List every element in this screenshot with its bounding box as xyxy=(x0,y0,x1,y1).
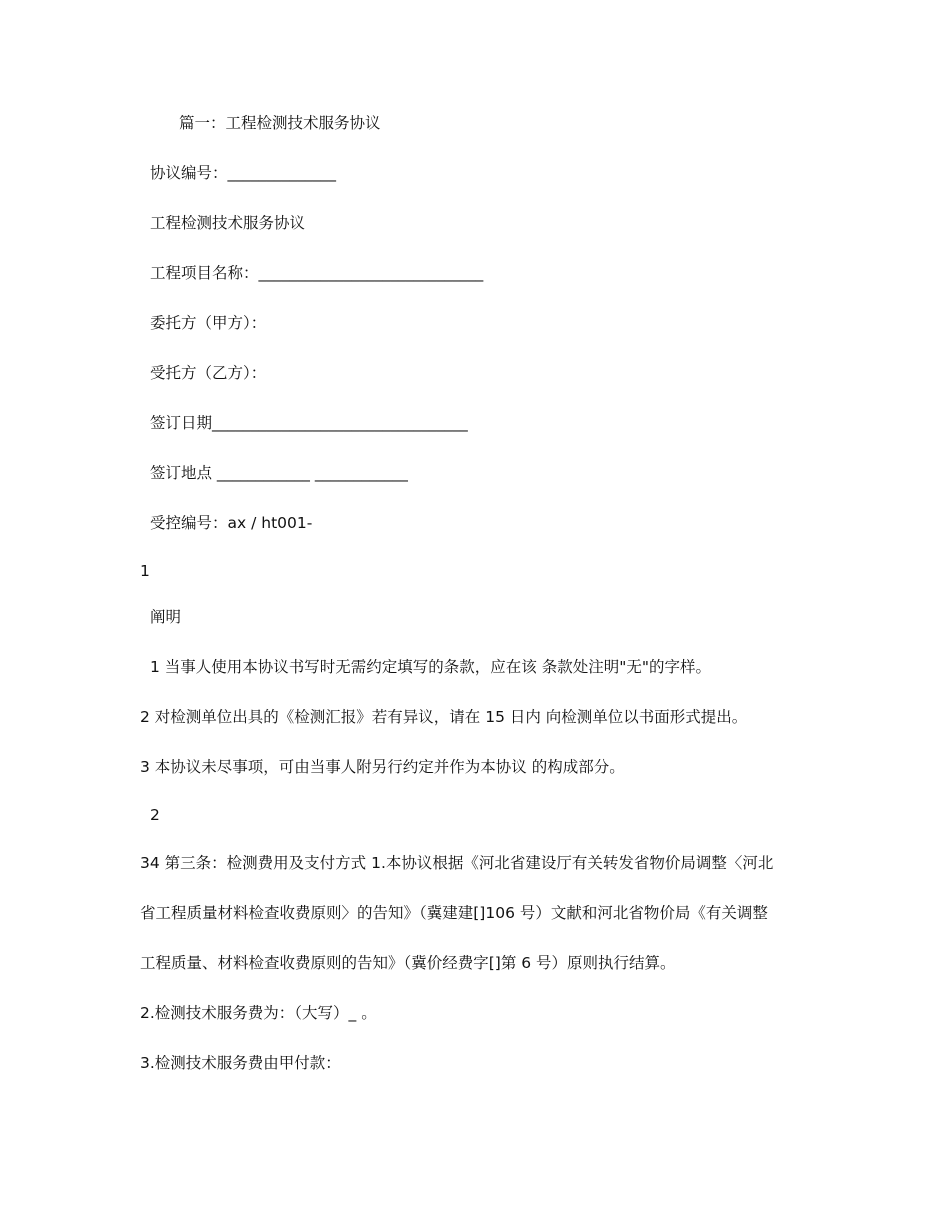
note-item: 3 本协议未尽事项，可由当事人附另行约定并作为本协议 的构成部分。 xyxy=(140,758,625,776)
page-marker: 2 xyxy=(150,806,160,824)
fee-line: 2.检测技术服务费为：（大写）_ 。 xyxy=(140,1004,377,1022)
article-text-line: 34 第三条：检测费用及支付方式 1.本协议根据《河北省建设厅有关转发省物价局调整〈河北 xyxy=(140,854,774,872)
agreement-number-field: 协议编号：______________ xyxy=(150,164,337,182)
payment-line: 3.检测技术服务费由甲付款： xyxy=(140,1054,341,1072)
client-field: 委托方（甲方）： xyxy=(150,314,267,332)
control-number-field: 受控编号：ax / ht001- xyxy=(150,514,313,532)
agent-field: 受托方（乙方）： xyxy=(150,364,267,382)
article-text-line: 工程质量、材料检查收费原则的告知》（冀价经费字[]第 6 号）原则执行结算。 xyxy=(140,954,676,972)
note-item: 1 当事人使用本协议书写时无需约定填写的条款，应在该 条款处注明"无"的字样。 xyxy=(150,658,711,676)
note-item: 2 对检测单位出具的《检测汇报》若有异议，请在 15 日内 向检测单位以书面形式提出。 xyxy=(140,708,748,726)
notes-heading: 阐明 xyxy=(150,608,182,626)
document-subtitle: 工程检测技术服务协议 xyxy=(150,214,306,232)
page-marker: 1 xyxy=(140,562,150,580)
project-name-field: 工程项目名称：_____________________________ xyxy=(150,264,484,282)
sign-place-field: 签订地点 ____________ ____________ xyxy=(150,464,408,482)
article-text-line: 省工程质量材料检查收费原则〉的告知》（冀建建[]106 号）文献和河北省物价局《有关调整 xyxy=(140,904,768,922)
sign-date-field: 签订日期_________________________________ xyxy=(150,414,468,432)
document-title: 篇一：工程检测技术服务协议 xyxy=(179,114,381,132)
